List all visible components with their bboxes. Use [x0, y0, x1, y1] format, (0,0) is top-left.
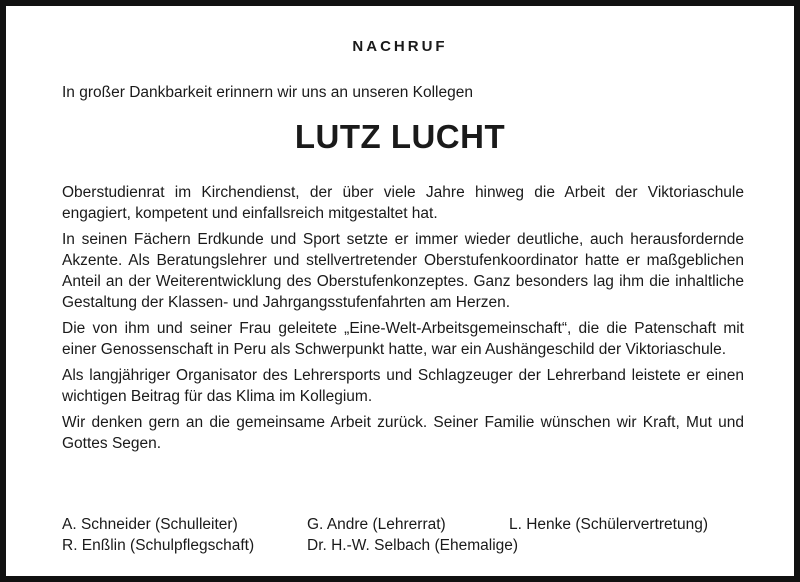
signature: G. Andre (Lehrerrat) [307, 516, 446, 533]
signature: R. Enßlin (Schulpflegschaft) [62, 537, 255, 554]
body-paragraph: Die von ihm und seiner Frau geleitete „Eine-Welt-Arbeitsgemeinschaft“, die die Patenschaft mit einer Genossenschaft in Peru als Schwerpunkt hatte, war ein Aushängeschild der Viktoriaschule. [62, 320, 744, 358]
deceased-name: LUTZ LUCHT [294, 118, 506, 155]
signature: A. Schneider (Schulleiter) [62, 516, 238, 533]
body-paragraph: Als langjähriger Organisator des Lehrersports und Schlagzeuger der Lehrerband leistete er einen wichtigen Beitrag für das Klima im Kollegium. [62, 367, 744, 405]
intro-line: In großer Dankbarkeit erinnern wir uns an unseren Kollegen [62, 84, 473, 101]
obituary-body [62, 182, 744, 459]
body-paragraph: Oberstudienrat im Kirchendienst, der über viele Jahre hinweg die Arbeit der Viktoriaschule engagiert, kompetent und einfallsreich mitgestaltet hat. [62, 184, 744, 222]
signature-row [62, 514, 752, 535]
signatures [62, 514, 752, 556]
notice-heading: NACHRUF [352, 38, 448, 55]
body-paragraph: Wir denken gern an die gemeinsame Arbeit zurück. Seiner Familie wünschen wir Kraft, Mut und Gottes Segen. [62, 414, 744, 452]
signature-row [62, 535, 752, 556]
body-paragraph: In seinen Fächern Erdkunde und Sport setzte er immer wieder deutliche, auch herausfordernde Akzente. Als Beratungslehrer und stellvertretender Oberstufenkoordinator hatte er maßgeblichen Anteil an der Weiterentwicklung des Oberstufenkonzeptes. Ganz besonders lag ihm die inhaltliche Gestaltung der Klassen- und Jahrgangsstufenfahrten am Herzen. [62, 231, 744, 311]
signature: Dr. H.-W. Selbach (Ehemalige) [307, 537, 519, 554]
signature: L. Henke (Schülervertretung) [509, 516, 709, 533]
